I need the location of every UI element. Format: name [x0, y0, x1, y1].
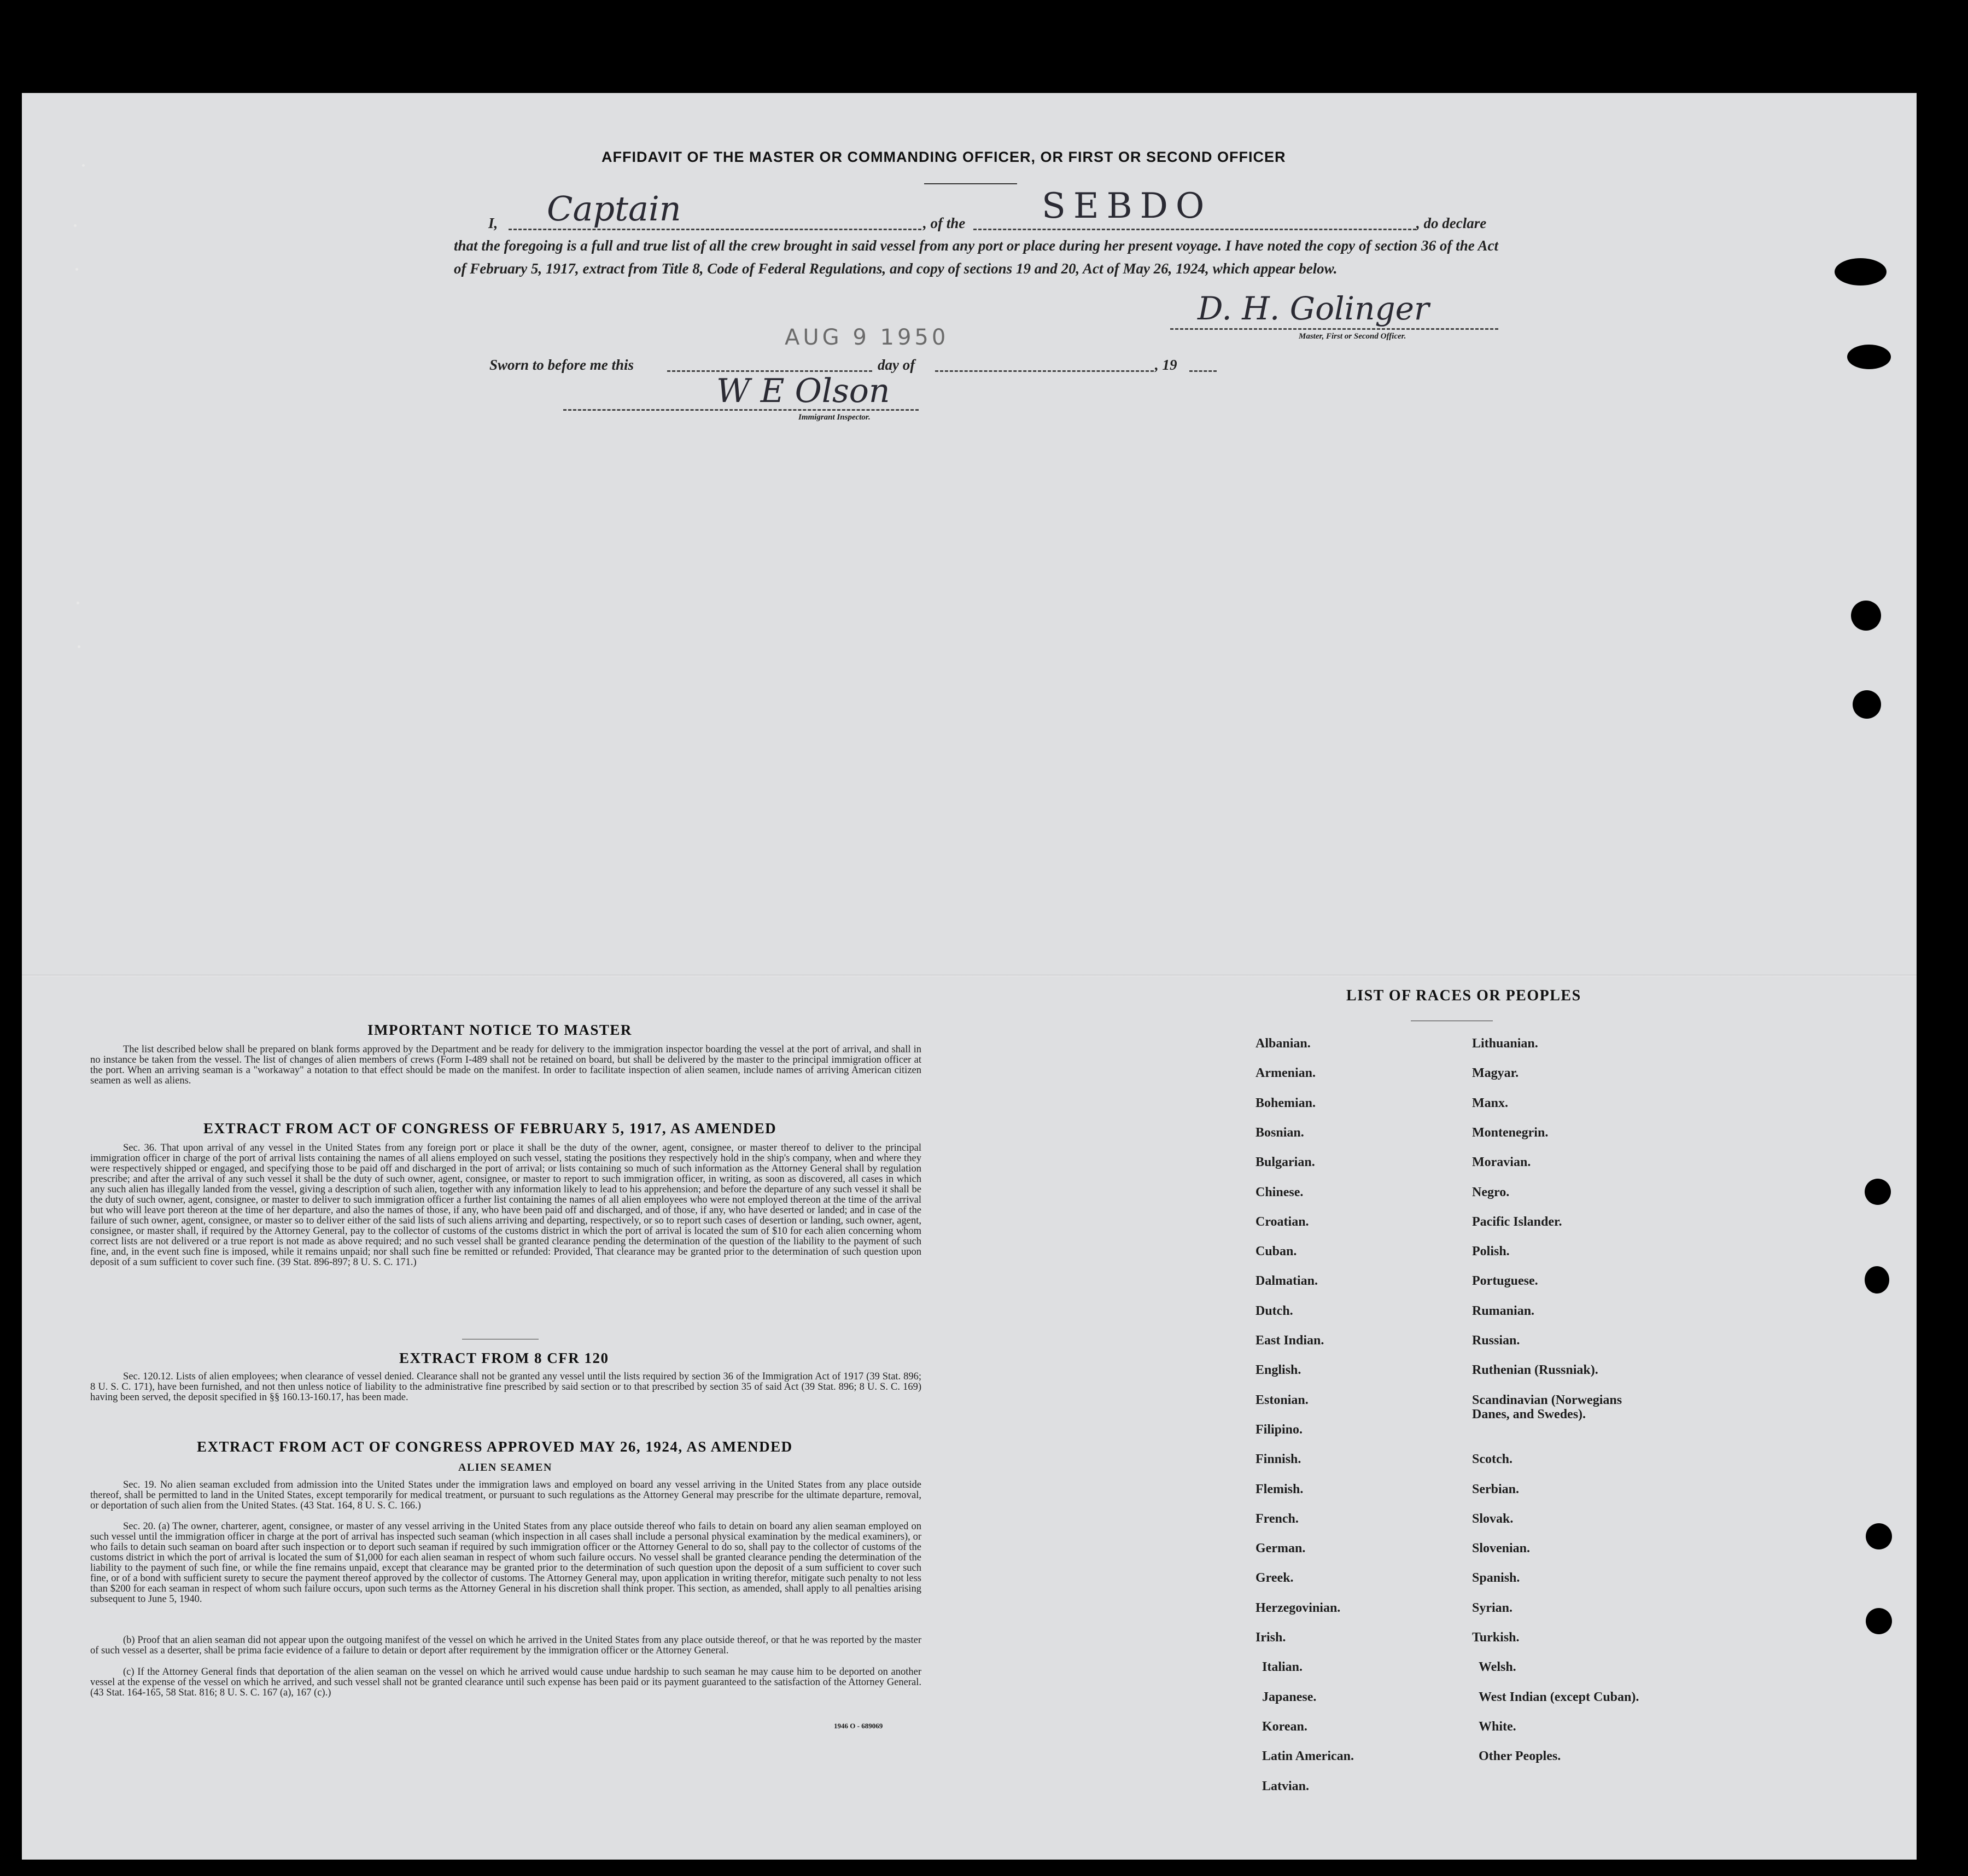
extract-1917-text: Sec. 36. That upon arrival of any vessel in the United States from any foreign port or place it shall be the duty of the owner, agent, consignee, or master thereof to deliver to the principal immigration officer in charge of the port of arrival lists containing the names of all aliens employed on such vessel, stating the positions they respectively hold in the ship's company, when and where they were respectively shipped or engaged, and specifying those to be paid off and discharged in the port of arrival; or lists containing so much of such information as the Attorney General shall by regulation prescribe; and after the arrival of any such vessel it shall be the duty of such owner, agent, consignee, or master to report to such immigration officer, in writing, as soon as discovered, all cases in which any such alien has illegally landed from the vessel, giving a description of such alien, together with any information likely to lead to his apprehension; and before the departure of any such vessel it shall be the duty of such owner, agent, consignee, or master to deliver to such immigration officer a further list containing the names of all alien employees who were not employed thereon at the time of the arrival but who will leave port thereon at the time of her departure, and also the names of those, if any, who have been paid off and discharged, and of those, if any, who have deserted or landed; and in case of the failure of such owner, agent, consignee, or master so to deliver either of the said lists of such aliens arriving and departing, respectively, or so to report such cases of desertion or landing, such owner, agent, consignee, or master shall, if required by the Attorney General, pay to the collector of customs of the customs district in which the port of arrival is located the sum of $10 for each alien concerning whom correct lists are not delivered or a true report is not made as above required; and no such vessel shall be granted clearance pending the determination of the question of the liability to the payment of such fine, and, in the event such fine is imposed, while it remains unpaid; nor shall such fine be remitted or refunded: Provided, That clearance may be granted prior to the determination of such question upon deposit of a sum sufficient to cover such fine. (39 Stat. 896-897; 8 U. S. C. 171.): [90, 1143, 921, 1268]
race-item: Bohemian.: [1255, 1096, 1316, 1110]
race-item: Estonian.: [1255, 1393, 1309, 1407]
race-item: Serbian.: [1472, 1482, 1520, 1496]
race-item: Polish.: [1472, 1244, 1510, 1259]
race-item: Korean.: [1262, 1720, 1307, 1734]
race-item: Croatian.: [1255, 1215, 1309, 1229]
binder-hole: [1865, 1179, 1891, 1205]
fold-line: [22, 975, 1917, 976]
race-item: Portuguese.: [1472, 1274, 1538, 1288]
race-item: Dutch.: [1255, 1304, 1293, 1318]
race-item: German.: [1255, 1541, 1306, 1555]
officer-caption: Master, First or Second Officer.: [1299, 332, 1406, 341]
race-item: Filipino.: [1255, 1423, 1303, 1437]
race-item: Negro.: [1472, 1185, 1510, 1199]
race-item: Spanish.: [1472, 1571, 1520, 1585]
race-item: French.: [1255, 1512, 1299, 1526]
race-item: Montenegrin.: [1472, 1126, 1549, 1140]
race-item: Albanian.: [1255, 1036, 1311, 1051]
i-label: I,: [488, 215, 498, 231]
race-item: Welsh.: [1479, 1660, 1516, 1674]
race-item: Scandinavian (Norwegians Danes, and Swedes).: [1472, 1393, 1622, 1421]
handwritten-officer-title: Captain: [547, 189, 681, 229]
vessel-name-line: [973, 229, 1416, 230]
binder-hole: [1866, 1608, 1892, 1634]
year-prefix: , 19: [1155, 357, 1177, 373]
inspector-signature: W E Olson: [716, 372, 890, 410]
race-item: Bulgarian.: [1255, 1155, 1315, 1169]
race-item: Dalmatian.: [1255, 1274, 1318, 1288]
of-the-label: , of the: [923, 215, 966, 231]
extract-cfr-title: EXTRACT FROM 8 CFR 120: [399, 1350, 609, 1366]
extract-cfr-text: Sec. 120.12. Lists of alien employees; when clearance of vessel denied. Clearance shall not be granted any vessel until the lists required by section 36 of the Immigration Act of 1917 (39 Stat. 896; 8 U. S. C. 171), have been furnished, and not then unless notice of liability to the administrative fine prescribed by said section or to that prescribed by section 35 of said Act (39 Stat. 896; 8 U. S. C. 169) having been served, the deposit specified in §§ 160.13-160.17, has been made.: [90, 1371, 921, 1403]
races-title: LIST OF RACES OR PEOPLES: [1346, 987, 1581, 1004]
race-item: Latin American.: [1262, 1749, 1354, 1763]
extract-1917-title: EXTRACT FROM ACT OF CONGRESS OF FEBRUARY 5, 1917, AS AMENDED: [203, 1120, 777, 1137]
race-item: Slovenian.: [1472, 1541, 1531, 1555]
race-item: Turkish.: [1472, 1630, 1520, 1645]
binder-hole: [1853, 690, 1881, 719]
race-item: Italian.: [1262, 1660, 1303, 1674]
race-item: Slovak.: [1472, 1512, 1514, 1526]
sworn-month-line: [935, 370, 1154, 372]
handwritten-vessel-name: SEBDO: [1042, 186, 1212, 226]
binder-hole: [1847, 345, 1891, 369]
race-item: Irish.: [1255, 1630, 1286, 1645]
alien-seamen-subtitle: ALIEN SEAMEN: [458, 1461, 552, 1473]
race-item: Armenian.: [1255, 1066, 1316, 1080]
binder-hole: [1851, 601, 1881, 631]
extract-1924-sec20a: Sec. 20. (a) The owner, charterer, agent, consignee, or master of any vessel arriving in the United States from any place outside thereof who fails to detain on board any alien seaman employed on such vessel until the immigration officer in charge at the port of arrival has inspected such seaman (which inspection in all cases shall include a personal physical examination by the medical examiners), or who fails to detain such seaman on board after such inspection or to deport such seaman if required by such immigration officer or the Attorney General to do so, shall pay to the collector of customs of the customs district in which the port of arrival is located the sum of $1,000 for each alien seaman in respect of whom such failure occurs. No vessel shall be granted clearance pending the determination of the liability to the payment of such fine, or while the fine remains unpaid, except that clearance may be granted prior to the determination of such question upon the deposit of a sum sufficient to cover such fine, or of a bond with sufficient surety to secure the payment thereof approved by the collector of customs. The Attorney General may, upon application in writing therefor, mitigate such penalty to not less than $200 for each seaman in respect of whom such failure occurs, upon such terms as the Attorney General in his discretion shall think proper. This section, as amended, shall apply to all penalties arising subsequent to June 5, 1940.: [90, 1521, 921, 1605]
dust-speck: [74, 224, 77, 227]
binder-hole: [1865, 1266, 1889, 1294]
race-item: East Indian.: [1255, 1333, 1324, 1348]
race-item: Chinese.: [1255, 1185, 1304, 1199]
day-of-label: day of: [878, 357, 915, 373]
race-item: Rumanian.: [1472, 1304, 1535, 1318]
race-item: Latvian.: [1262, 1779, 1310, 1793]
dust-speck: [75, 268, 78, 271]
race-item: Magyar.: [1472, 1066, 1519, 1080]
sworn-label: Sworn to before me this: [489, 357, 634, 373]
print-code: 1946 O - 689069: [834, 1722, 883, 1730]
race-item: Pacific Islander.: [1472, 1215, 1562, 1229]
dust-speck: [77, 602, 79, 604]
title-underline: [924, 183, 1017, 184]
race-item: Syrian.: [1472, 1601, 1513, 1615]
race-item: Flemish.: [1255, 1482, 1304, 1496]
race-item: Cuban.: [1255, 1244, 1297, 1259]
dust-speck: [78, 645, 80, 648]
race-item: West Indian (except Cuban).: [1479, 1690, 1639, 1704]
extract-1924-sec20c: (c) If the Attorney General finds that deportation of the alien seaman on the vessel on which he arrived would cause undue hardship to such seaman he may cause him to be deported on another vessel at the expense of the vessel on which he arrived, and such vessel shall not be granted clearance until such expense has been paid or its payment guaranteed to the satisfaction of the Attorney General. (43 Stat. 164-165, 58 Stat. 816; 8 U. S. C. 167 (a), 167 (c).): [90, 1667, 921, 1698]
sworn-year-line: [1189, 370, 1217, 372]
extract-1924-sec20b: (b) Proof that an alien seaman did not appear upon the outgoing manifest of the vessel on which he arrived in the United States from any place outside thereof, or that he was reported by the master of such vessel as a deserter, shall be prima facie evidence of a failure to detain or deport after requirement by the immigration officer or the Attorney General.: [90, 1635, 921, 1656]
binder-hole: [1835, 258, 1887, 286]
extract-1924-sec19: Sec. 19. No alien seaman excluded from admission into the United States under the immigration laws and employed on board any vessel arriving in the United States from any place outside thereof, shall be permitted to land in the United States, except temporarily for medical treatment, or pursuant to such regulations as the Attorney General may prescribe for the ultimate departure, removal, or deportation of such alien from the United States. (43 Stat. 164, 8 U. S. C. 166.): [90, 1479, 921, 1511]
extract-1924-title: EXTRACT FROM ACT OF CONGRESS APPROVED MAY 26, 1924, AS AMENDED: [197, 1438, 793, 1455]
race-item: English.: [1255, 1363, 1301, 1377]
race-item: Other Peoples.: [1479, 1749, 1561, 1763]
race-item: Manx.: [1472, 1096, 1508, 1110]
race-item: White.: [1479, 1720, 1516, 1734]
race-item: Bosnian.: [1255, 1126, 1304, 1140]
race-item: Moravian.: [1472, 1155, 1531, 1169]
officer-signature: D. H. Golinger: [1198, 290, 1429, 327]
race-item: Russian.: [1472, 1333, 1520, 1348]
race-item: Greek.: [1255, 1571, 1294, 1585]
affidavit-body: that the foregoing is a full and true list of all the crew brought in said vessel from any port or place during her present voyage. I have noted the copy of section 36 of the Act of February 5, 1917, extract from Title 8, Code of Federal Regulations, and copy of sections 19 and 20, Act of May 26, 1924, which appear below.: [454, 237, 1498, 277]
dust-speck: [82, 164, 85, 167]
race-item: Japanese.: [1262, 1690, 1317, 1704]
inspector-caption: Immigrant Inspector.: [798, 413, 871, 422]
binder-hole: [1866, 1523, 1892, 1549]
race-item: Lithuanian.: [1472, 1036, 1538, 1051]
date-stamp: AUG 9 1950: [785, 325, 949, 350]
affidavit-title: AFFIDAVIT OF THE MASTER OR COMMANDING OFFICER, OR FIRST OR SECOND OFFICER: [602, 149, 1286, 165]
race-item: Herzegovinian.: [1255, 1601, 1341, 1615]
notice-text: The list described below shall be prepared on blank forms approved by the Department and be ready for delivery to the immigration inspector boarding the vessel at the port of arrival, and shall in no instance be taken from the vessel. The list of changes of alien members of crews (Form I-489 shall not be retained on board, but shall be delivered by the master to the principal immigration officer at the port. When an arriving seaman is a "workaway" a notation to that effect should be made on the manifest. In order to facilitate inspection of alien seamen, include names of arriving American citizen seamen as well as aliens.: [90, 1044, 921, 1086]
race-item: Finnish.: [1255, 1452, 1301, 1466]
notice-title: IMPORTANT NOTICE TO MASTER: [367, 1022, 632, 1038]
officer-title-line: [509, 229, 921, 230]
race-item: Scotch.: [1472, 1452, 1513, 1466]
race-item: Ruthenian (Russniak).: [1472, 1363, 1598, 1377]
officer-signature-line: [1170, 328, 1498, 330]
do-declare-label: , do declare: [1416, 215, 1487, 231]
